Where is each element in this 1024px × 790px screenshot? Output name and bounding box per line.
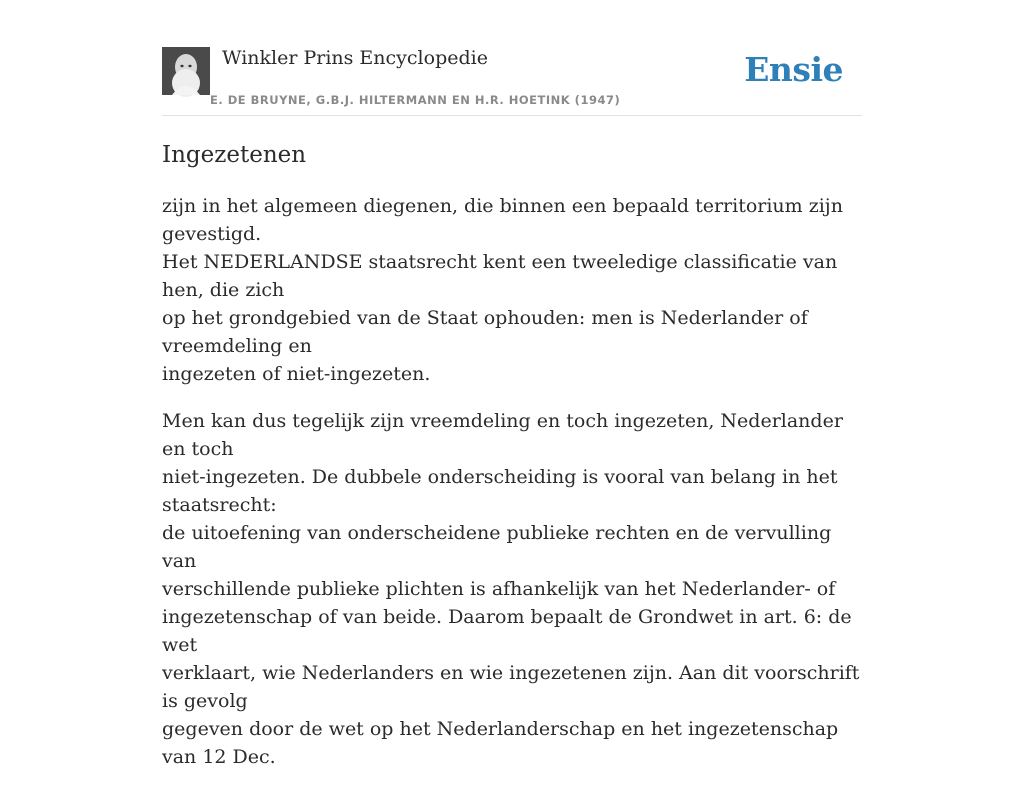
article-body: [162, 192, 862, 790]
article-paragraph: zijn in het algemeen diegenen, die binnen een bepaald territorium zijn gevestigd. Het NEDERLANDSE staatsrecht kent een tweeledige classificatie van hen, die zich op het grondgebied van de Staat ophouden: men is Nederlander of vreemdeling en ingezeten of niet-ingezeten.: [162, 195, 843, 385]
article-paragraph: Men kan dus tegelijk zijn vreemdeling en toch ingezeten, Nederlander en toch niet-ingezeten. De dubbele onderscheiding is vooral van belang in het staatsrecht: de uitoefening van onderscheidene publieke rechten en de vervulling van verschillende publieke plichten is afhankelijk van het Nederlander- of ingezetenschap of van beide. Daarom bepaalt de Grondwet in art. 6: de wet verklaart, wie Nederlanders en wie ingezetenen zijn. Aan dit voorschrift is gevolg gegeven door de wet op het Nederlanderschap en het ingezetenschap van 12 Dec.: [162, 410, 860, 768]
authors-line: E. DE BRUYNE, G.B.J. HILTERMANN EN H.R. HOETINK (1947): [210, 93, 621, 107]
brand-logo[interactable]: Ensie: [744, 50, 843, 89]
site-header: [162, 46, 862, 116]
author-avatar[interactable]: [162, 47, 210, 95]
site-name[interactable]: Winkler Prins Encyclopedie: [222, 47, 488, 69]
article-title: Ingezetenen: [162, 142, 307, 168]
